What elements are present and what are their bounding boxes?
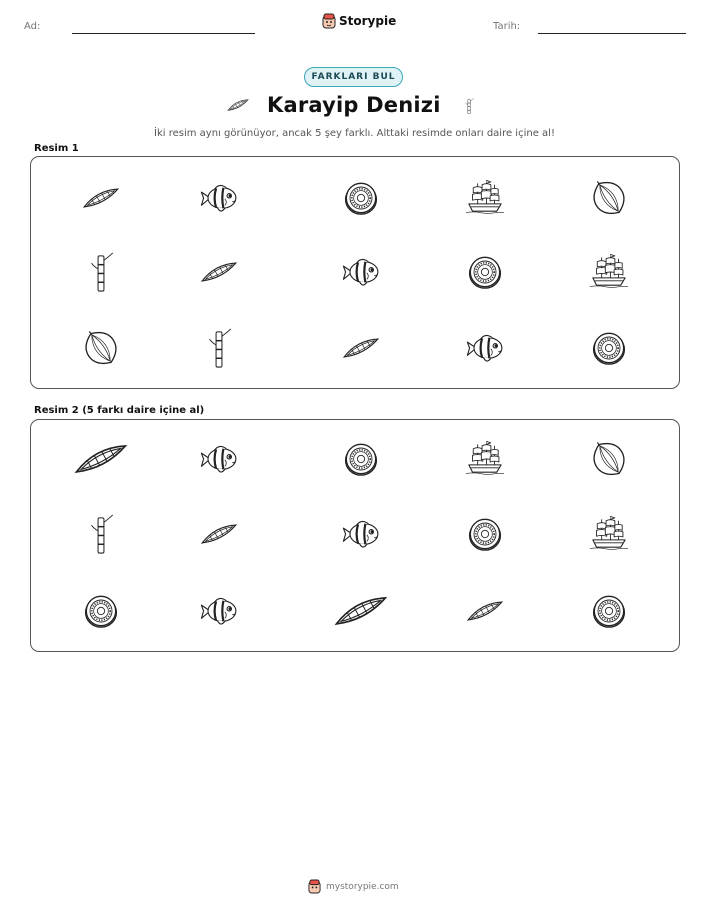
picture2-coin-icon-r3c1[interactable] xyxy=(79,589,123,633)
picture2-cacao-pod-icon-r1c5[interactable] xyxy=(587,437,631,481)
picture2-fish-icon-r3c2[interactable] xyxy=(197,589,241,633)
picture2-fish-icon-r2c3[interactable] xyxy=(339,512,383,556)
picture1-label: Resim 1 xyxy=(34,143,79,154)
activity-badge: FARKLARI BUL xyxy=(304,67,403,87)
picture1-canoe-icon-r2c2[interactable] xyxy=(197,250,241,294)
picture1-bamboo-icon-r2c1[interactable] xyxy=(79,250,123,294)
picture2-label: Resim 2 (5 farkı daire içine al) xyxy=(34,405,205,416)
footer-url[interactable]: mystorypie.com xyxy=(326,881,399,892)
brand-logo xyxy=(322,13,396,29)
picture2-coin-icon-r1c3[interactable] xyxy=(339,437,383,481)
picture2-bamboo-icon-r2c1[interactable] xyxy=(79,512,123,556)
footer xyxy=(308,879,399,894)
picture2-canoe-icon-r1c1[interactable] xyxy=(69,427,133,491)
picture1-coin-icon-r3c5[interactable] xyxy=(587,326,631,370)
date-field[interactable] xyxy=(538,33,686,34)
picture2-canoe-icon-r3c4[interactable] xyxy=(463,589,507,633)
picture1-ship-icon-r1c4[interactable] xyxy=(463,176,507,220)
picture2-canoe-icon-r2c2[interactable] xyxy=(197,512,241,556)
date-label: Tarih: xyxy=(493,21,521,32)
storypie-mascot-icon xyxy=(322,13,336,29)
title-canoe-icon xyxy=(222,92,254,118)
footer-mascot-icon xyxy=(308,879,321,894)
picture1-coin-icon-r1c3[interactable] xyxy=(339,176,383,220)
brand-name: Storypie xyxy=(339,14,397,28)
picture2-fish-icon-r1c2[interactable] xyxy=(197,437,241,481)
picture1-fish-icon-r3c4[interactable] xyxy=(463,326,507,370)
name-label: Ad: xyxy=(24,21,41,32)
picture1-cacao-pod-icon-r1c5[interactable] xyxy=(587,176,631,220)
picture1-coin-icon-r2c4[interactable] xyxy=(463,250,507,294)
picture2-coin-icon-r3c5[interactable] xyxy=(587,589,631,633)
picture1-fish-icon-r1c2[interactable] xyxy=(197,176,241,220)
title-bamboo-icon xyxy=(460,90,478,122)
picture1-canoe-icon-r3c3[interactable] xyxy=(339,326,383,370)
picture1-canoe-icon-r1c1[interactable] xyxy=(79,176,123,220)
page-title: Karayip Denizi xyxy=(267,93,441,117)
instruction-text: İki resim aynı görünüyor, ancak 5 şey farklı. Alttaki resimde onları daire içine al! xyxy=(154,128,555,139)
name-field[interactable] xyxy=(72,33,255,34)
picture2-canoe-icon-r3c3[interactable] xyxy=(329,579,393,643)
picture1-cacao-pod-icon-r3c1[interactable] xyxy=(79,326,123,370)
picture1-bamboo-icon-r3c2[interactable] xyxy=(197,326,241,370)
picture2-coin-icon-r2c4[interactable] xyxy=(463,512,507,556)
picture1-ship-icon-r2c5[interactable] xyxy=(587,250,631,294)
picture2-ship-icon-r1c4[interactable] xyxy=(463,437,507,481)
picture2-ship-icon-r2c5[interactable] xyxy=(587,512,631,556)
picture1-fish-icon-r2c3[interactable] xyxy=(339,250,383,294)
